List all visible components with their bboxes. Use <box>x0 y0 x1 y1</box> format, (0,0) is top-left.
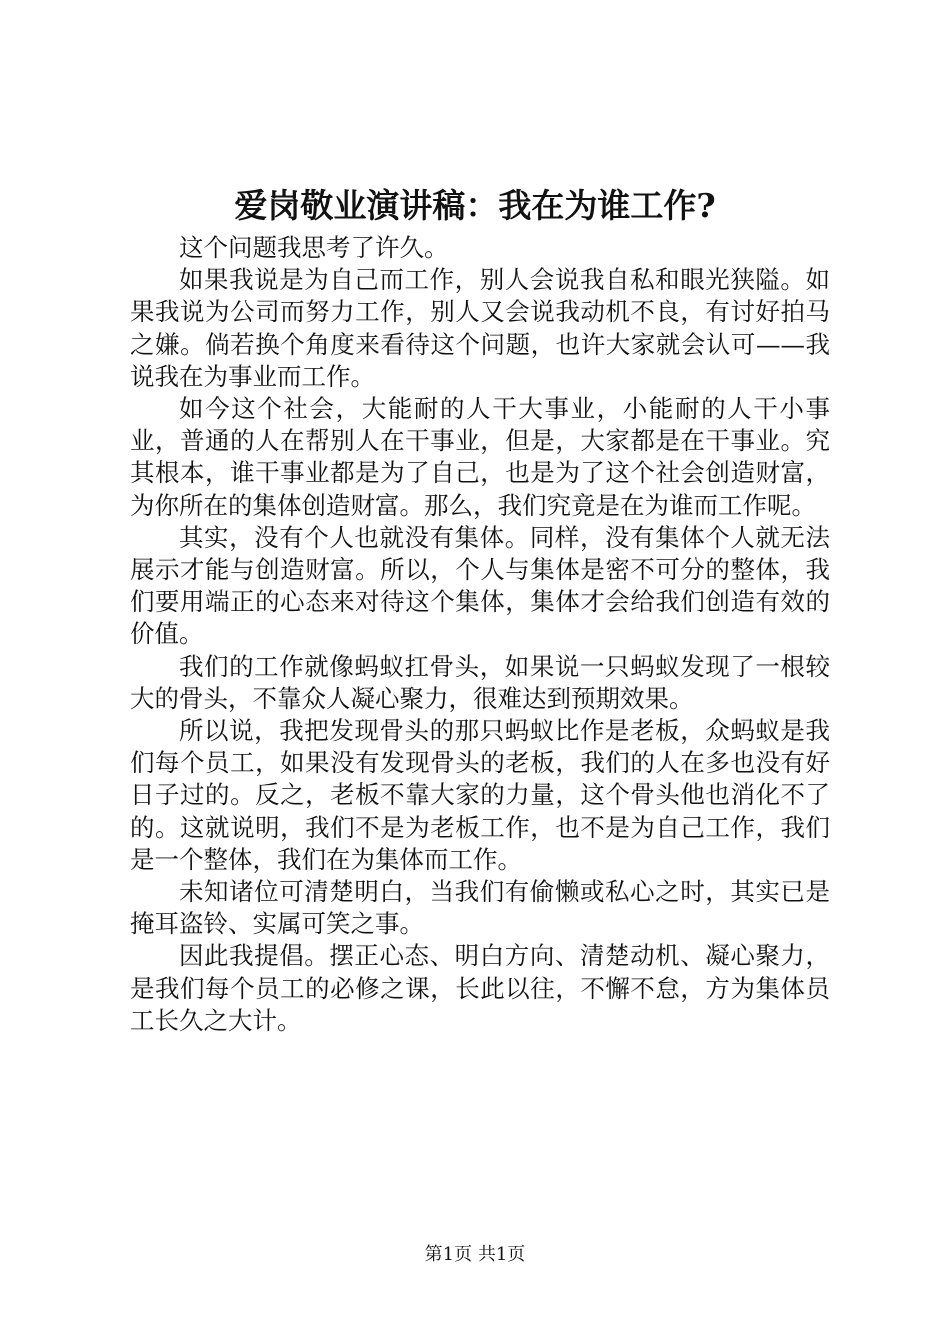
paragraph: 因此我提倡。摆正心态、明白方向、清楚动机、凝心聚力，是我们每个员工的必修之课，长此以往，不懈不怠，方为集体员工长久之大计。 <box>130 941 830 1035</box>
document-body <box>130 232 830 1037</box>
paragraph: 我们的工作就像蚂蚁扛骨头，如果说一只蚂蚁发现了一根较大的骨头，不靠众人凝心聚力，很难达到预期效果。 <box>130 651 830 713</box>
paragraph: 其实，没有个人也就没有集体。同样，没有集体个人就无法展示才能与创造财富。所以，个人与集体是密不可分的整体，我们要用端正的心态来对待这个集体，集体才会给我们创造有效的价值。 <box>130 522 830 649</box>
paragraph: 未知诸位可清楚明白，当我们有偷懒或私心之时，其实已是掩耳盗铃、实属可笑之事。 <box>130 877 830 939</box>
document-title: 爱岗敬业演讲稿：我在为谁工作? <box>234 186 716 225</box>
paragraph: 所以说，我把发现骨头的那只蚂蚁比作是老板，众蚂蚁是我们每个员工，如果没有发现骨头的老板，我们的人在多也没有好日子过的。反之，老板不靠大家的力量，这个骨头他也消化不了的。这就说明，我们不是为老板工作，也不是为自己工作，我们是一个整体，我们在为集体而工作。 <box>130 716 830 874</box>
page-footer: 第1页 共1页 <box>424 1244 526 1265</box>
paragraph: 这个问题我思考了许久。 <box>179 233 449 262</box>
paragraph: 如今这个社会，大能耐的人干大事业，小能耐的人干小事业，普通的人在帮别人在干事业，但是，大家都是在干事业。究其根本，谁干事业都是为了自己，也是为了这个社会创造财富，为你所在的集体创造财富。那么，我们究竟是在为谁而工作呢。 <box>130 394 830 520</box>
paragraph: 如果我说是为自己而工作，别人会说我自私和眼光狭隘。如果我说为公司而努力工作，别人又会说我动机不良，有讨好拍马之嫌。倘若换个角度来看待这个问题，也许大家就会认可——我说我在为事业而工作。 <box>130 265 830 391</box>
